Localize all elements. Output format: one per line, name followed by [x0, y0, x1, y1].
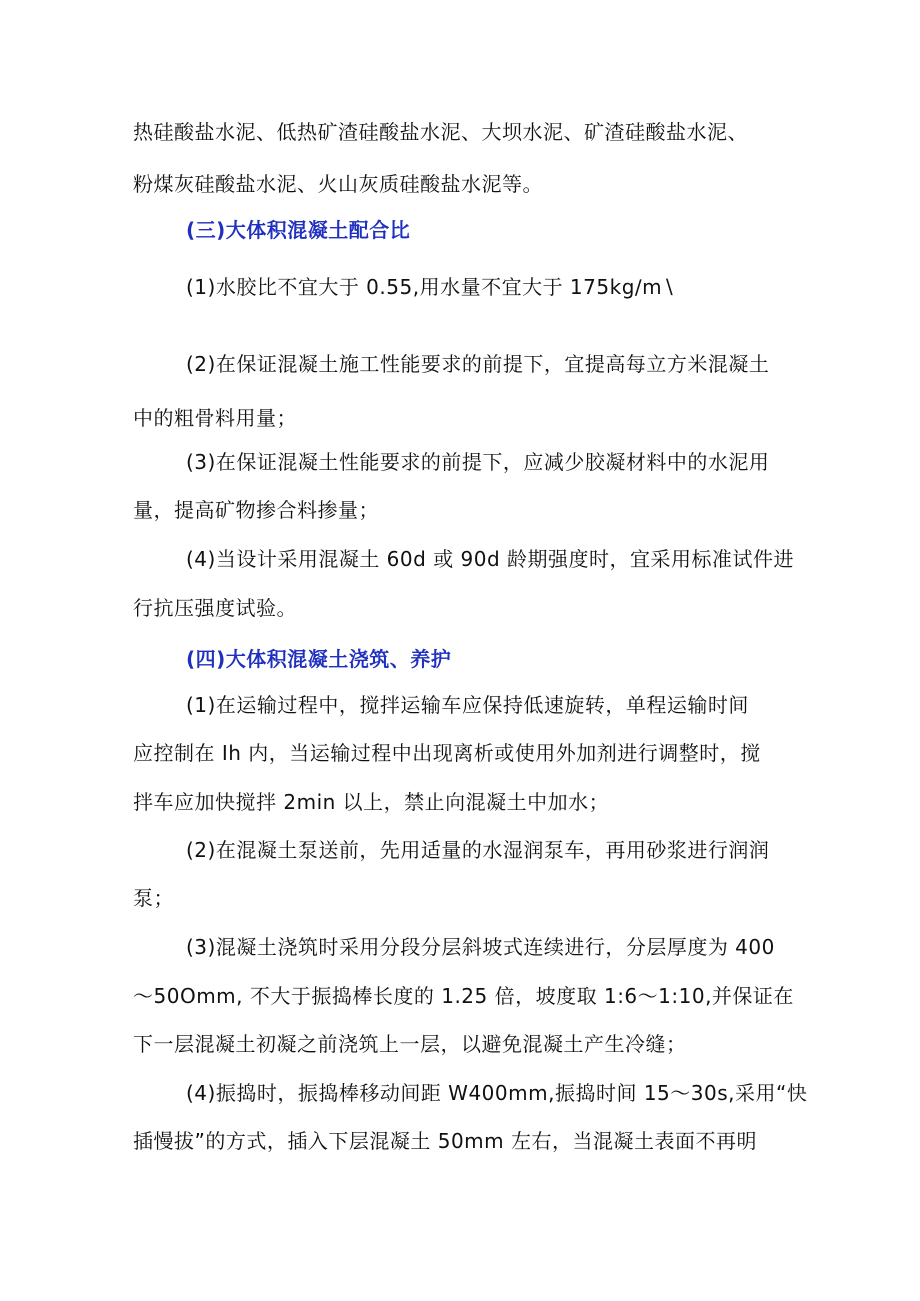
body-line: 应控制在 Ih 内，当运输过程中出现离析或使用外加剂进行调整时，搅: [133, 741, 761, 765]
body-line: ～50Omm, 不大于振捣棒长度的 1.25 倍，坡度取 1:6～1:10,并保证在: [133, 984, 794, 1008]
body-line: (3)混凝土浇筑时采用分段分层斜坡式连续进行，分层厚度为 400: [186, 935, 775, 959]
body-line: 热硅酸盐水泥、低热矿渣硅酸盐水泥、大坝水泥、矿渣硅酸盐水泥、: [133, 120, 748, 144]
body-line: 下一层混凝土初凝之前浇筑上一层，以避免混凝土产生冷缝；: [133, 1032, 687, 1056]
body-line: 拌车应加快搅拌 2min 以上，禁止向混凝土中加水；: [133, 790, 610, 814]
body-line: (1)在运输过程中，搅拌运输车应保持低速旋转，单程运输时间: [186, 693, 749, 717]
body-line: 粉煤灰硅酸盐水泥、火山灰质硅酸盐水泥等。: [133, 172, 543, 196]
body-line: 插慢拔”的方式，插入下层混凝土 50mm 左右，当混凝土表面不再明: [133, 1129, 757, 1153]
body-line: (4)振捣时，振捣棒移动间距 W400mm,振捣时间 15～30s,采用“快: [186, 1081, 808, 1105]
section-heading: (四)大体积混凝土浇筑、养护: [186, 647, 452, 671]
body-line: (3)在保证混凝土性能要求的前提下，应减少胶凝材料中的水泥用: [186, 450, 770, 474]
body-line: 量，提高矿物掺合料掺量；: [133, 498, 379, 522]
body-line: (4)当设计采用混凝土 60d 或 90d 龄期强度时，宜采用标准试件进: [186, 547, 795, 571]
body-line: (1)水胶比不宜大于 0.55,用水量不宜大于 175kg∕m∖: [186, 275, 676, 299]
body-line: (2)在保证混凝土施工性能要求的前提下，宜提高每立方米混凝土: [186, 352, 770, 376]
body-line: 泵；: [133, 886, 174, 910]
body-line: 中的粗骨料用量；: [133, 406, 297, 430]
body-line: (2)在混凝土泵送前，先用适量的水湿润泵车，再用砂浆进行润润: [186, 838, 770, 862]
body-line: 行抗压强度试验。: [133, 596, 297, 620]
section-heading: (三)大体积混凝土配合比: [186, 218, 411, 242]
